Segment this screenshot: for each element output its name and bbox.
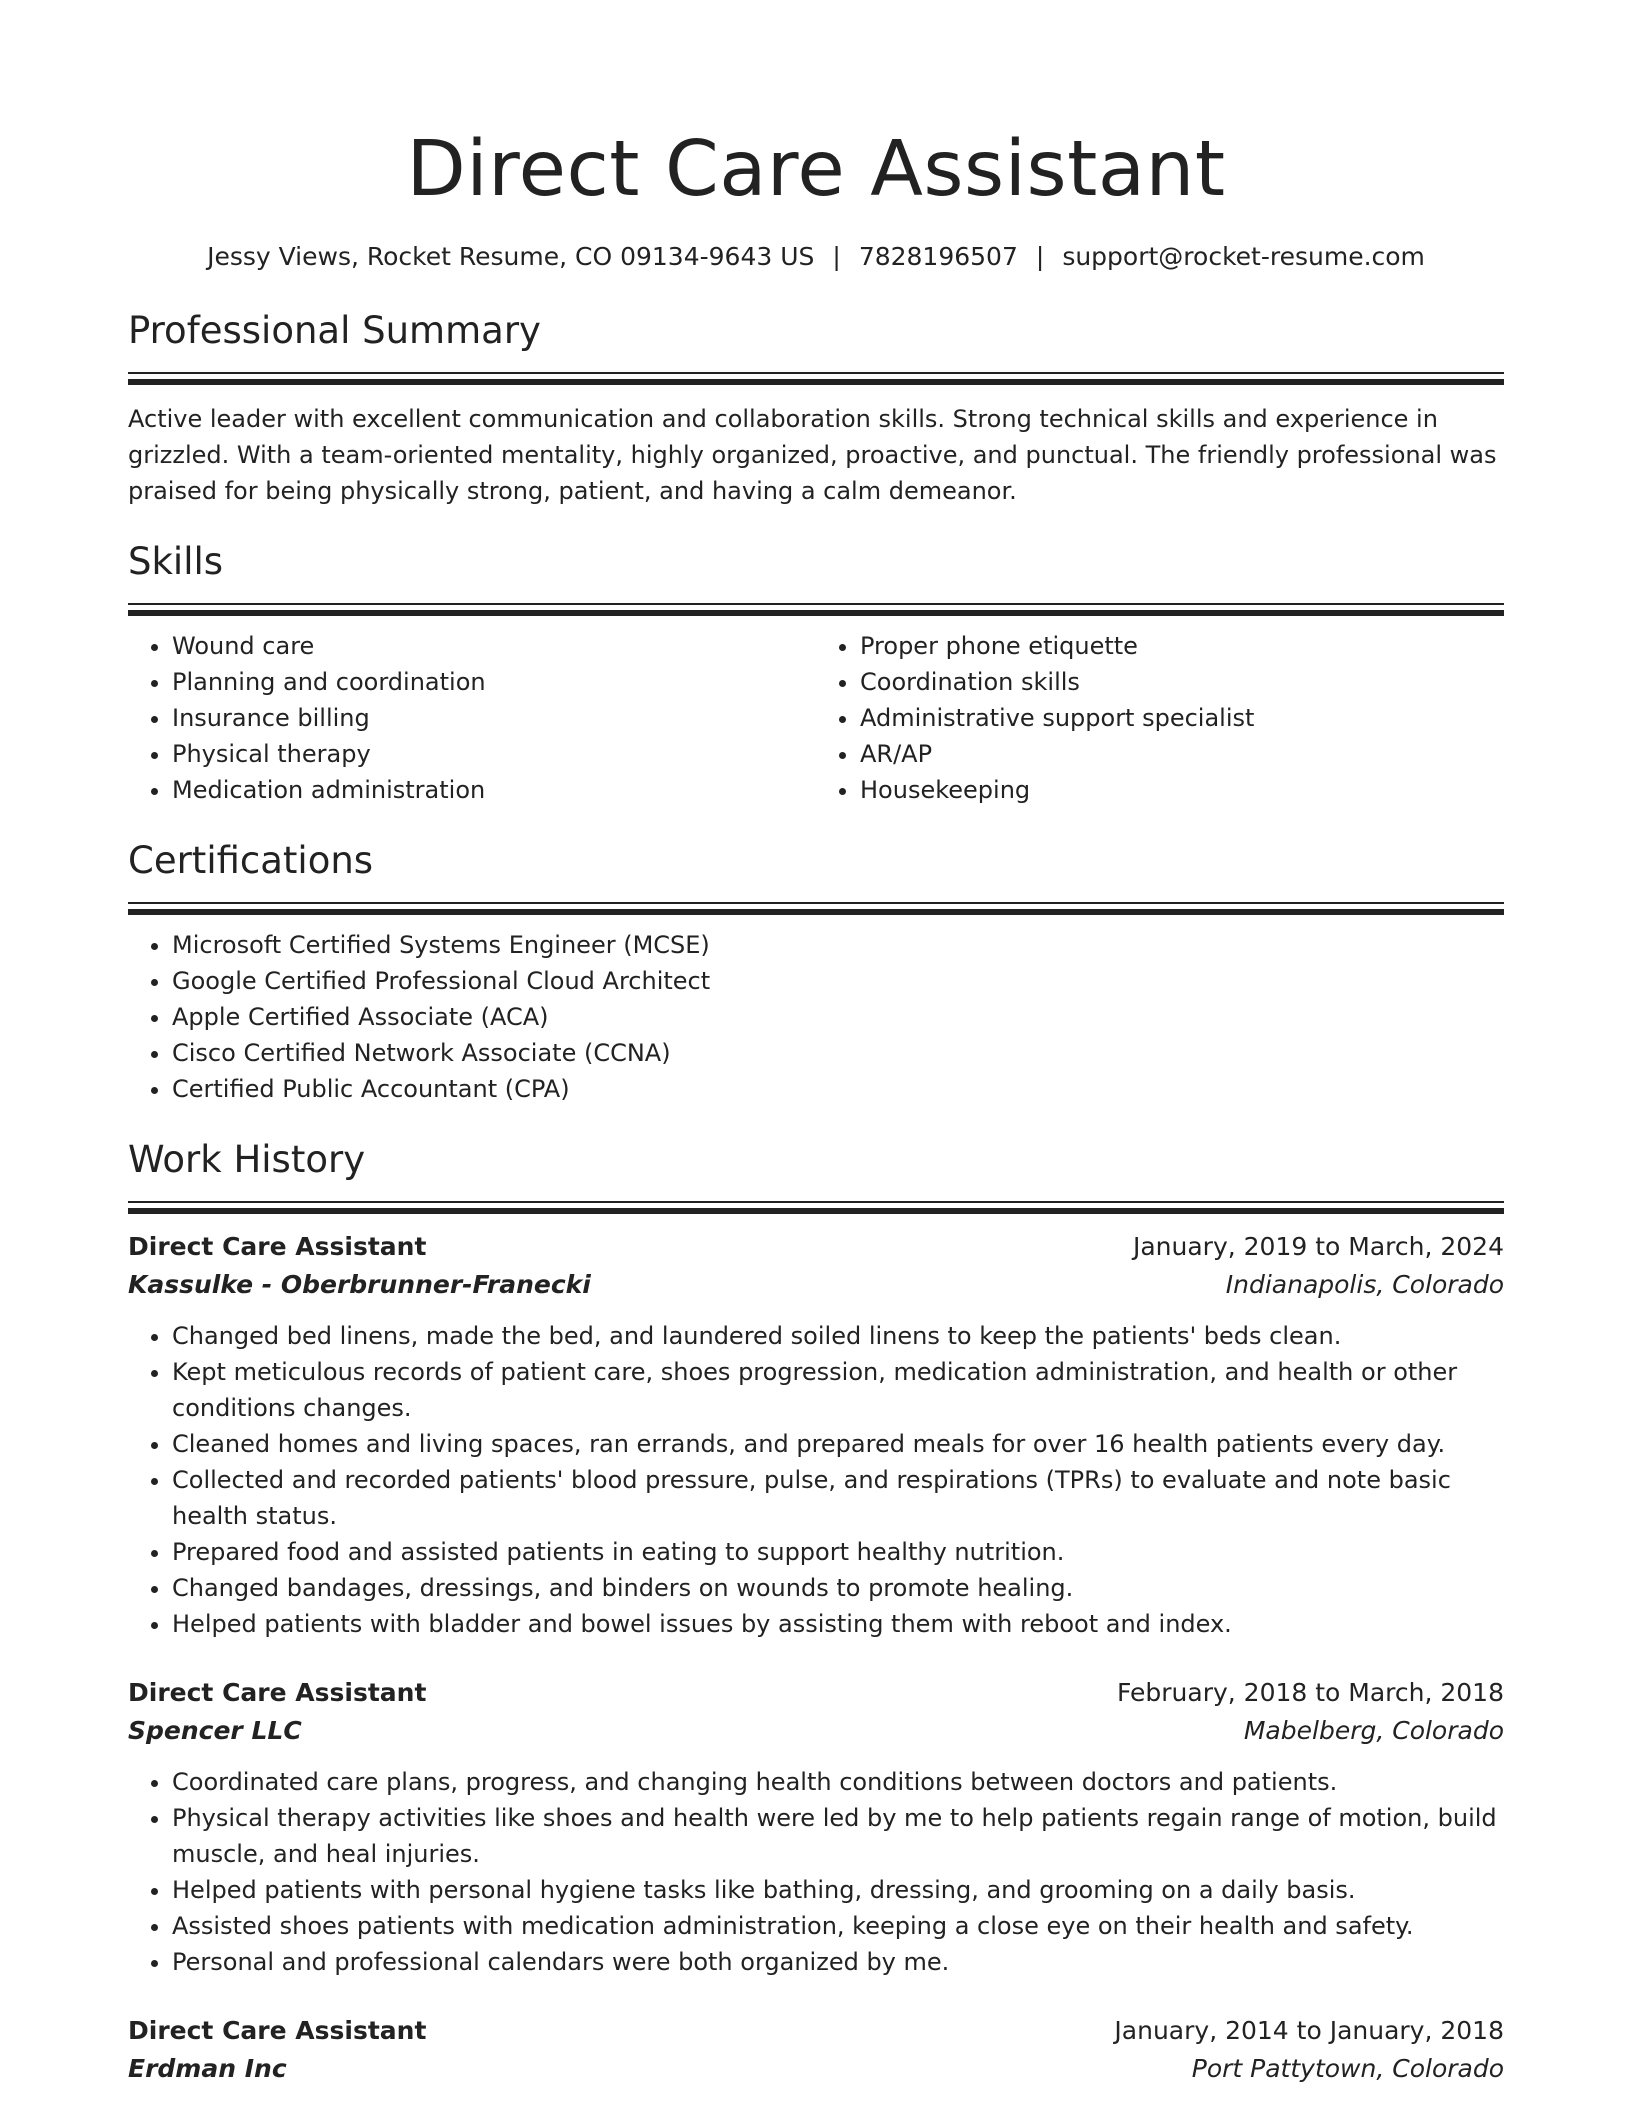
job-duties-list	[128, 1318, 1504, 1642]
job-company: Erdman Inc	[128, 2054, 287, 2083]
skills-list-left	[128, 628, 816, 808]
skill-item: • Coordination skills	[860, 664, 1504, 700]
job-entry	[128, 1674, 1504, 1980]
job-duty-item: • Personal and professional calendars were both organized by me.	[172, 1944, 1504, 1980]
jobs-list	[128, 1228, 1504, 2088]
certifications-list	[128, 927, 1504, 1107]
job-duty-item: • Changed bandages, dressings, and binders on wounds to promote healing.	[172, 1570, 1504, 1606]
section-divider	[128, 372, 1504, 385]
certifications-section	[128, 836, 1504, 1107]
skills-heading: Skills	[128, 540, 224, 583]
section-divider	[128, 603, 1504, 616]
job-duty-item: • Cleaned homes and living spaces, ran errands, and prepared meals for over 16 health patients every day.	[172, 1426, 1504, 1462]
skills-list-right	[816, 628, 1504, 808]
contact-line	[128, 240, 1504, 274]
skill-item: • Proper phone etiquette	[860, 628, 1504, 664]
summary-heading: Professional Summary	[128, 309, 541, 352]
summary-section	[128, 306, 1504, 509]
job-location: Port Pattytown, Colorado	[1191, 2054, 1504, 2083]
skill-item: • Insurance billing	[172, 700, 816, 736]
job-duty-item: • Helped patients with personal hygiene tasks like bathing, dressing, and grooming on a daily basis.	[172, 1872, 1504, 1908]
job-company: Spencer LLC	[128, 1716, 302, 1745]
resume-name-heading: Direct Care Assistant	[406, 125, 1226, 214]
contact-phone: 7828196507	[858, 242, 1018, 271]
skill-item: • Medication administration	[172, 772, 816, 808]
skill-item: • Wound care	[172, 628, 816, 664]
section-divider	[128, 902, 1504, 915]
job-duty-item: • Helped patients with bladder and bowel issues by assisting them with reboot and index.	[172, 1606, 1504, 1642]
resume-page	[128, 118, 1504, 2088]
certification-item: • Microsoft Certified Systems Engineer (MCSE)	[172, 927, 1504, 963]
job-dates: January, 2014 to January, 2018	[1114, 2016, 1504, 2045]
job-duty-item: • Physical therapy activities like shoes and health were led by me to help patients regain range of motion, build muscle, and heal injuries.	[172, 1800, 1504, 1872]
contact-address: Jessy Views, Rocket Resume, CO 09134-9643 US	[207, 242, 815, 271]
job-title: Direct Care Assistant	[128, 1678, 427, 1707]
certifications-heading: Certifications	[128, 839, 374, 882]
section-divider	[128, 1201, 1504, 1214]
job-title-row	[128, 2012, 1504, 2050]
skills-section	[128, 537, 1504, 808]
summary-text: Active leader with excellent communication and collaboration skills. Strong technical skills and experience in grizzled. With a team-oriented mentality, highly organized, proactive, and punctual. The friendly professional was praised for being physically strong, patient, and having a calm demeanor.	[128, 405, 1497, 505]
certification-item: • Certified Public Accountant (CPA)	[172, 1071, 1504, 1107]
job-company: Kassulke - Oberbrunner-Franecki	[128, 1270, 591, 1299]
work-history-section	[128, 1135, 1504, 2088]
job-location: Indianapolis, Colorado	[1225, 1270, 1504, 1299]
job-title-row	[128, 1674, 1504, 1712]
job-company-row	[128, 1266, 1504, 1304]
job-duty-item: • Changed bed linens, made the bed, and laundered soiled linens to keep the patients' beds clean.	[172, 1318, 1504, 1354]
job-entry	[128, 1228, 1504, 1642]
job-duty-item: • Assisted shoes patients with medication administration, keeping a close eye on their health and safety.	[172, 1908, 1504, 1944]
certification-item: • Apple Certified Associate (ACA)	[172, 999, 1504, 1035]
certification-item: • Google Certified Professional Cloud Architect	[172, 963, 1504, 999]
skill-item: • Planning and coordination	[172, 664, 816, 700]
skill-item: • Physical therapy	[172, 736, 816, 772]
job-entry	[128, 2012, 1504, 2088]
job-title: Direct Care Assistant	[128, 2016, 427, 2045]
skills-grid	[128, 628, 1504, 808]
job-duty-item: • Collected and recorded patients' blood pressure, pulse, and respirations (TPRs) to evaluate and note basic health status.	[172, 1462, 1504, 1534]
skill-item: • AR/AP	[860, 736, 1504, 772]
job-duties-list	[128, 1764, 1504, 1980]
work-history-heading: Work History	[128, 1138, 366, 1181]
job-duty-item: • Kept meticulous records of patient care, shoes progression, medication administration, and health or other conditions changes.	[172, 1354, 1504, 1426]
job-dates: January, 2019 to March, 2024	[1132, 1232, 1504, 1261]
job-company-row	[128, 1712, 1504, 1750]
skill-item: • Housekeeping	[860, 772, 1504, 808]
certification-item: • Cisco Certified Network Associate (CCNA)	[172, 1035, 1504, 1071]
job-location: Mabelberg, Colorado	[1243, 1716, 1504, 1745]
contact-separator: |	[832, 242, 841, 271]
contact-email: support@rocket-resume.com	[1062, 242, 1425, 271]
skill-item: • Administrative support specialist	[860, 700, 1504, 736]
job-dates: February, 2018 to March, 2018	[1116, 1678, 1504, 1707]
job-duty-item: • Prepared food and assisted patients in eating to support healthy nutrition.	[172, 1534, 1504, 1570]
job-title-row	[128, 1228, 1504, 1266]
contact-separator: |	[1035, 242, 1045, 271]
job-duty-item: • Coordinated care plans, progress, and changing health conditions between doctors and patients.	[172, 1764, 1504, 1800]
job-company-row	[128, 2050, 1504, 2088]
job-title: Direct Care Assistant	[128, 1232, 427, 1261]
